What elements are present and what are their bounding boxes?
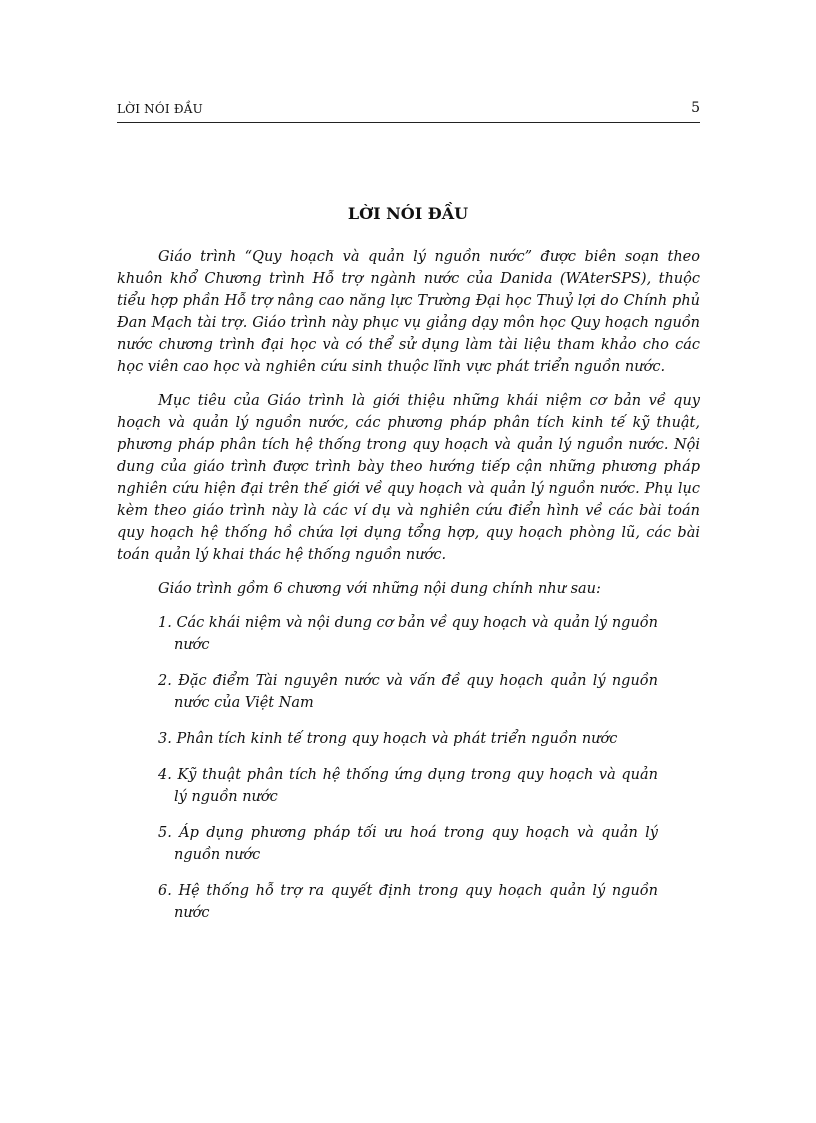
page-number: 5 (691, 100, 700, 116)
paragraph-1: Giáo trình “Quy hoạch và quản lý nguồn nước” được biên soạn theo khuôn khổ Chương trình Hỗ trợ ngành nước của Danida (WAterSPS), thuộc tiểu hợp phần Hỗ trợ nâng cao năng lực Trường Đại học Thuỷ lợi do Chính phủ Đan Mạch tài trợ. Giáo trình này phục vụ giảng dạy môn học Quy hoạch nguồn nước chương trình đại học và có thể sử dụng làm tài liệu tham khảo cho các học viên cao học và nghiên cứu sinh thuộc lĩnh vực phát triển nguồn nước. (117, 249, 700, 375)
paragraph-2: Mục tiêu của Giáo trình là giới thiệu những khái niệm cơ bản về quy hoạch và quản lý nguồn nước, các phương pháp phân tích kinh tế kỹ thuật, phương pháp phân tích hệ thống trong quy hoạch và quản lý nguồn nước. Nội dung của giáo trình được trình bày theo hướng tiếp cận những phương pháp nghiên cứu hiện đại trên thế giới về quy hoạch và quản lý nguồn nước. Phụ lục kèm theo giáo trình này là các ví dụ và nghiên cứu điển hình về các bài toán quy hoạch hệ thống hồ chứa lợi dụng tổng hợp, quy hoạch phòng lũ, các bài toán quản lý khai thác hệ thống nguồn nước. (117, 393, 700, 563)
chapters-intro: Giáo trình gồm 6 chương với những nội dung chính như sau: (158, 581, 601, 597)
chapter-item-5: 5. Áp dụng phương pháp tối ưu hoá trong quy hoạch và quản lý nguồn nước (158, 825, 658, 863)
chapter-item-4: 4. Kỹ thuật phân tích hệ thống ứng dụng trong quy hoạch và quản lý nguồn nước (158, 767, 658, 805)
chapter-item-6: 6. Hệ thống hỗ trợ ra quyết định trong quy hoạch quản lý nguồn nước (158, 883, 658, 921)
chapter-item-2: 2. Đặc điểm Tài nguyên nước và vấn đề quy hoạch quản lý nguồn nước của Việt Nam (158, 673, 658, 711)
chapter-item-1: 1. Các khái niệm và nội dung cơ bản về quy hoạch và quản lý nguồn nước (158, 615, 658, 653)
page-title: LỜI NÓI ĐẦU (347, 204, 469, 223)
running-header (117, 100, 700, 123)
chapter-item-3: 3. Phân tích kinh tế trong quy hoạch và phát triển nguồn nước (158, 731, 618, 747)
body-text (117, 246, 700, 938)
running-title: LỜI NÓI ĐẦU (117, 102, 203, 116)
chapter-list (117, 612, 700, 924)
